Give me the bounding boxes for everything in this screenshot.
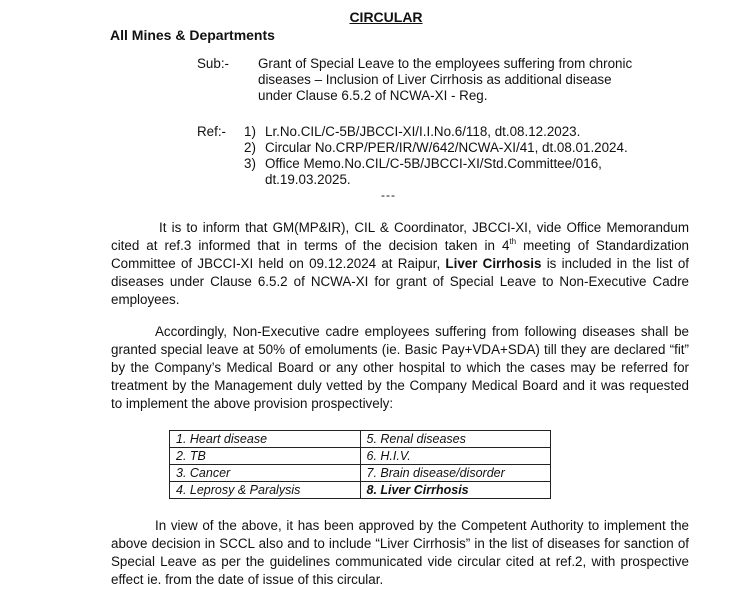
reference-text: Lr.No.CIL/C-5B/JBCCI-XI/I.I.No.6/118, dt.08.12.2023.	[265, 124, 581, 139]
reference-number: 3)	[244, 156, 256, 171]
addressee: All Mines & Departments	[110, 27, 275, 43]
table-row	[170, 431, 551, 448]
table-cell: 3. Cancer	[170, 465, 361, 482]
superscript: th	[509, 237, 517, 246]
table-cell: 1. Heart disease	[170, 431, 361, 448]
paragraph-entitlement	[111, 323, 689, 413]
subject-line: Grant of Special Leave to the employees suffering from chronic	[258, 56, 633, 71]
table-row	[170, 448, 551, 465]
reference-text: Office Memo.No.CIL/C-5B/JBCCI-XI/Std.Committee/016,	[265, 156, 602, 171]
para3-text: In view of the above, it has been approved by the Competent Authority to implement the above decision in SCCL also and to include “Liver Cirrhosis” in the list of diseases for sanction of Special Leave as per the guidelines communicated vide circular cited at ref.2, with prospective effect ie. from the date of issue of this circular.	[111, 518, 689, 587]
table-cell: 4. Leprosy & Paralysis	[170, 482, 361, 499]
subject-line: diseases – Inclusion of Liver Cirrhosis as additional disease	[258, 72, 612, 87]
table-cell: 2. TB	[170, 448, 361, 465]
subject-line: under Clause 6.5.2 of NCWA-XI - Reg.	[258, 88, 488, 103]
paragraph-intro	[111, 219, 689, 309]
disease-table	[169, 430, 551, 499]
table-cell: 8. Liver Cirrhosis	[360, 482, 551, 499]
para1-text: It is to inform that GM(MP&IR), CIL & Coordinator, JBCCI-XI, vide Office Memorandum cited at ref.3 informed that in terms of the decision taken in 4	[111, 220, 689, 253]
para2-text: Accordingly, Non-Executive cadre employees suffering from following diseases shall be granted special leave at 50% of emoluments (ie. Basic Pay+VDA+SDA) till they are declared “fit” by the Company’s Medical Board or any other hospital to which the cases may be referred for treatment by the Management duly vetted by the Company Medical Board and it was requested to implement the above provision prospectively:	[111, 324, 689, 411]
para1-text: is included in the list of diseases under Clause 6.5.2 of NCWA-XI for grant of Special Leave to Non-Executive Cadre employees.	[111, 256, 689, 307]
para1-text: meeting of Standardization Committee of JBCCI-XI held on 09.12.2024 at Raipur,	[111, 238, 689, 271]
reference-number: 1)	[244, 124, 256, 139]
table-cell: 7. Brain disease/disorder	[360, 465, 551, 482]
table-cell: 5. Renal diseases	[360, 431, 551, 448]
reference-label: Ref:-	[197, 124, 227, 139]
separator: ---	[381, 188, 396, 202]
reference-text: Circular No.CRP/PER/IR/W/642/NCWA-XI/41, dt.08.01.2024.	[265, 140, 628, 155]
reference-text-continued: dt.19.03.2025.	[265, 172, 351, 187]
liver-cirrhosis-bold: Liver Cirrhosis	[445, 256, 542, 271]
table-row	[170, 482, 551, 499]
page-title: CIRCULAR	[349, 9, 423, 25]
table-cell: 6. H.I.V.	[360, 448, 551, 465]
reference-number: 2)	[244, 140, 256, 155]
table-row	[170, 465, 551, 482]
subject-label: Sub:-	[197, 56, 230, 71]
paragraph-decision	[111, 517, 689, 589]
